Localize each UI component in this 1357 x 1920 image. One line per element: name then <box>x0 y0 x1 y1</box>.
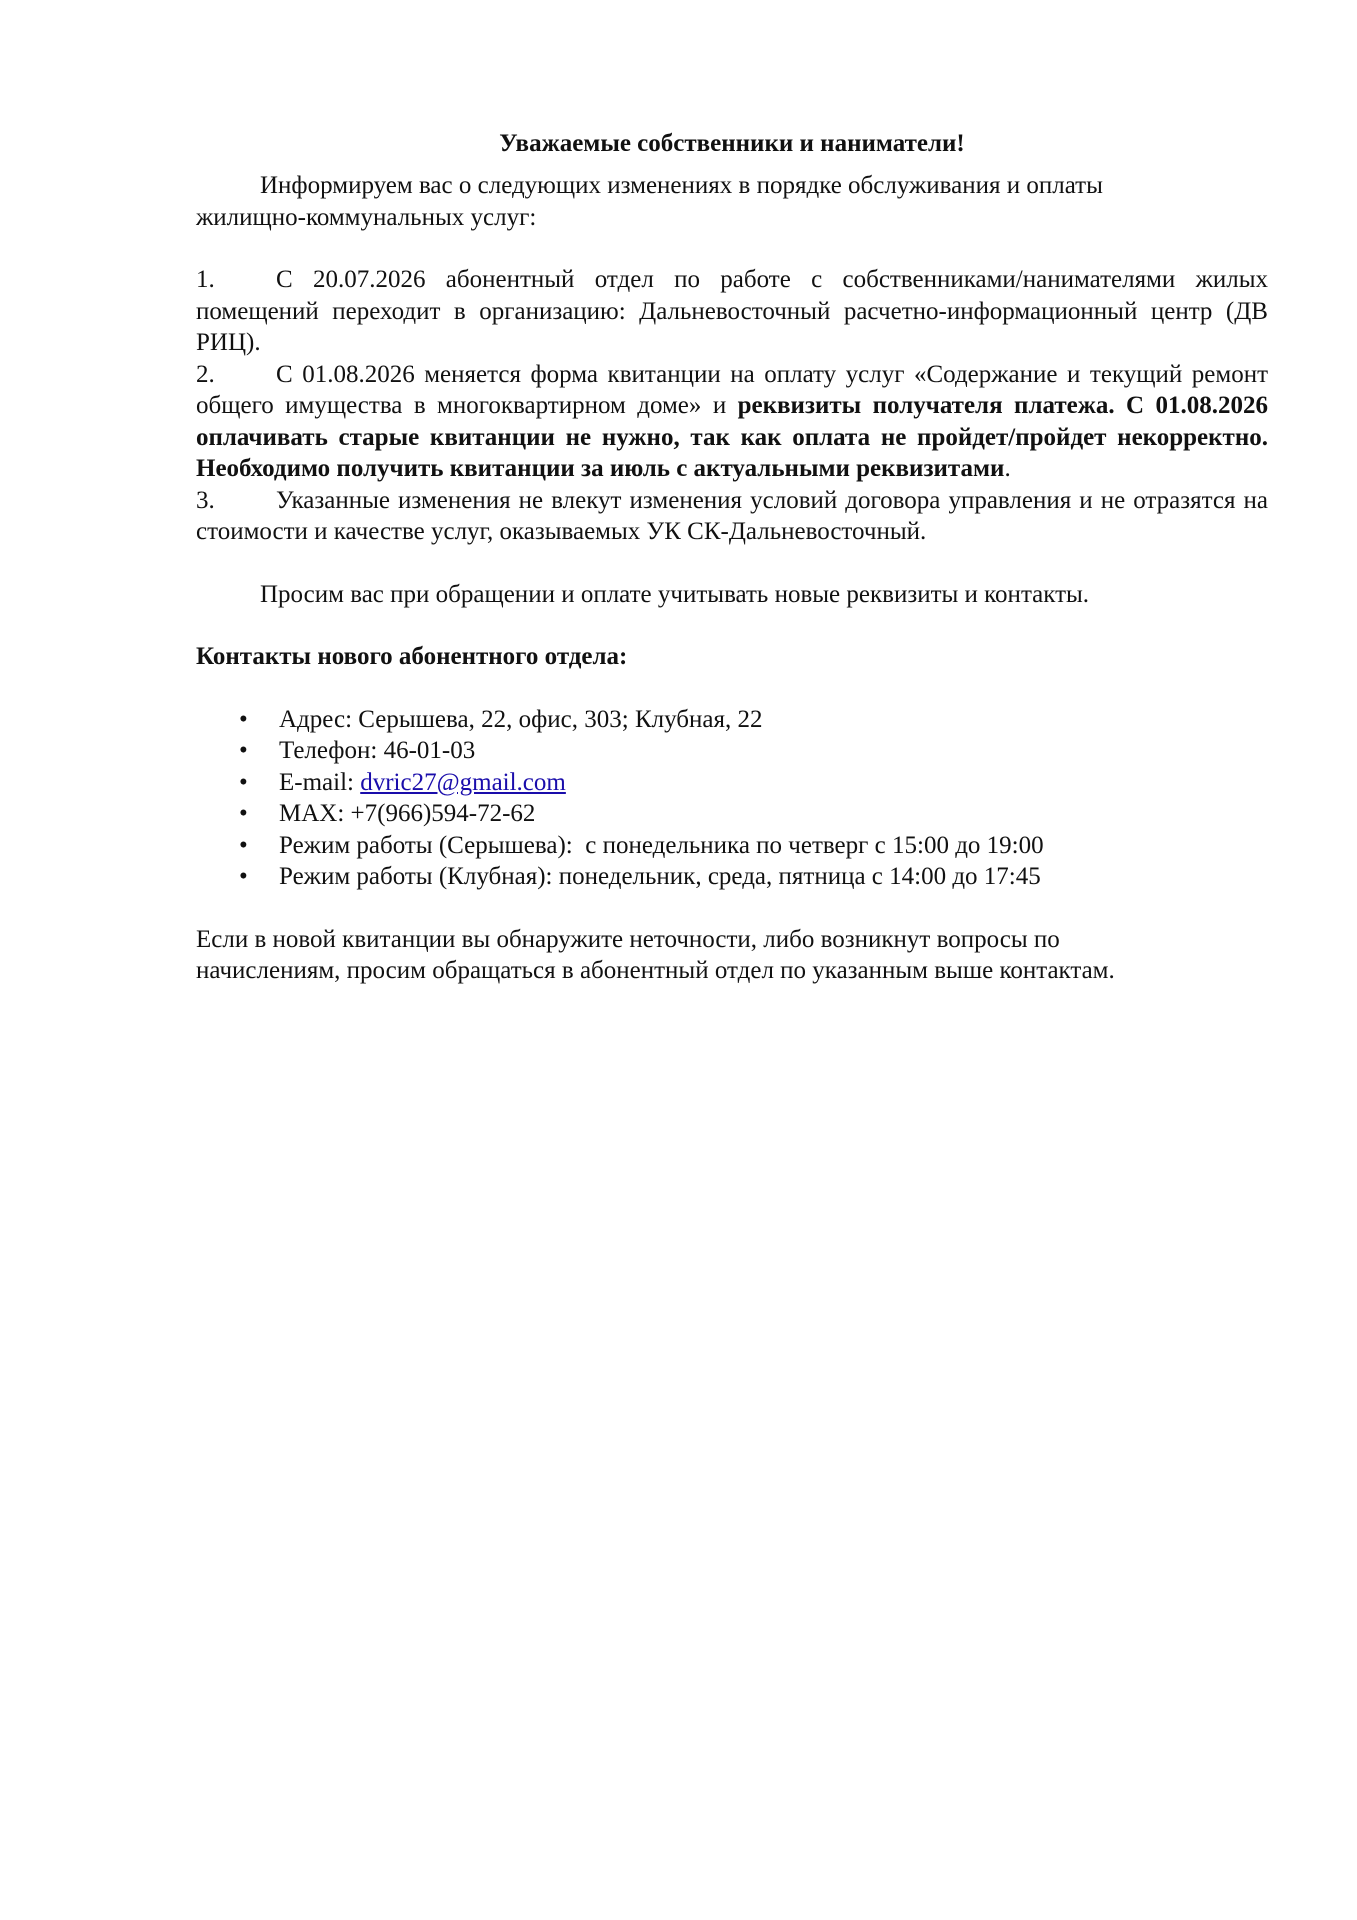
contact-hours-serysheva: • Режим работы (Серышева): с понедельника по четверг с 15:00 до 19:00 <box>196 830 1268 862</box>
contacts-list <box>196 704 1268 893</box>
bullet-icon: • <box>239 800 248 827</box>
list-item-1 <box>196 264 1268 359</box>
list-number: 1. <box>196 266 215 293</box>
list-number: 3. <box>196 486 215 514</box>
spacer <box>196 548 1268 579</box>
list-item-3 <box>196 485 1268 548</box>
intro-paragraph: Информируем вас о следующих изменениях в порядке обслуживания и оплаты жилищно-коммунальных услуг: <box>196 172 1103 231</box>
document-body <box>196 128 1268 987</box>
contacts-heading: Контакты нового абонентного отдела: <box>196 643 628 670</box>
list-item-2 <box>196 359 1268 485</box>
bullet-icon: • <box>239 737 248 764</box>
contact-phone: • Телефон: 46-01-03 <box>196 735 1268 767</box>
list-item-text-end: . <box>1004 455 1011 482</box>
closing-paragraph: Если в новой квитанции вы обнаружите неточности, либо возникнут вопросы по начислениям, просим обращаться в абонентный отдел по указанным выше контактам. <box>196 925 1115 984</box>
request-paragraph: Просим вас при обращении и оплате учитывать новые реквизиты и контакты. <box>260 580 1090 608</box>
bullet-icon: • <box>239 831 248 859</box>
bullet-icon: • <box>239 705 248 733</box>
spacer <box>196 233 1268 264</box>
contact-hours-klubnaya: • Режим работы (Клубная): понедельник, среда, пятница с 14:00 до 17:45 <box>196 861 1268 893</box>
contact-email: • E-mail: dvric27@gmail.com <box>196 767 1268 799</box>
list-item-text: Указанные изменения не влекут изменения условий договора управления и не отразятся на стоимости и качестве услуг, оказываемых УК СК-Дальневосточный. <box>196 486 1268 545</box>
bullet-icon: • <box>239 863 248 890</box>
list-item-bold-text: реквизиты получателя платежа. С 01.08.2026 оплачивать старые квитанции не нужно, так как оплата не пройдет/пройдет некорректно. Необходимо получить квитанции за июль с актуальными реквизитами <box>196 392 1268 482</box>
list-item-text: С 01.08.2026 меняется форма квитанции на оплату услуг «Содержание и текущий ремонт общего имущества в многоквартирном доме» и <box>196 360 1268 419</box>
spacer <box>196 673 1268 704</box>
contact-address: • Адрес: Серышева, 22, офис, 303; Клубная, 22 <box>196 704 1268 736</box>
spacer <box>196 610 1268 641</box>
bullet-icon: • <box>239 768 248 796</box>
spacer <box>196 893 1268 924</box>
email-link[interactable]: dvric27@gmail.com <box>360 768 566 796</box>
document-title: Уважаемые собственники и наниматели! <box>499 130 965 157</box>
list-item-text: С 20.07.2026 абонентный отдел по работе с собственниками/нанимателями жилых помещений переходит в организацию: Дальневосточный расчетно-информационный центр (ДВ РИЦ). <box>196 266 1268 356</box>
contact-max: • MAX: +7(966)594-72-62 <box>196 798 1268 830</box>
list-number: 2. <box>196 360 215 388</box>
